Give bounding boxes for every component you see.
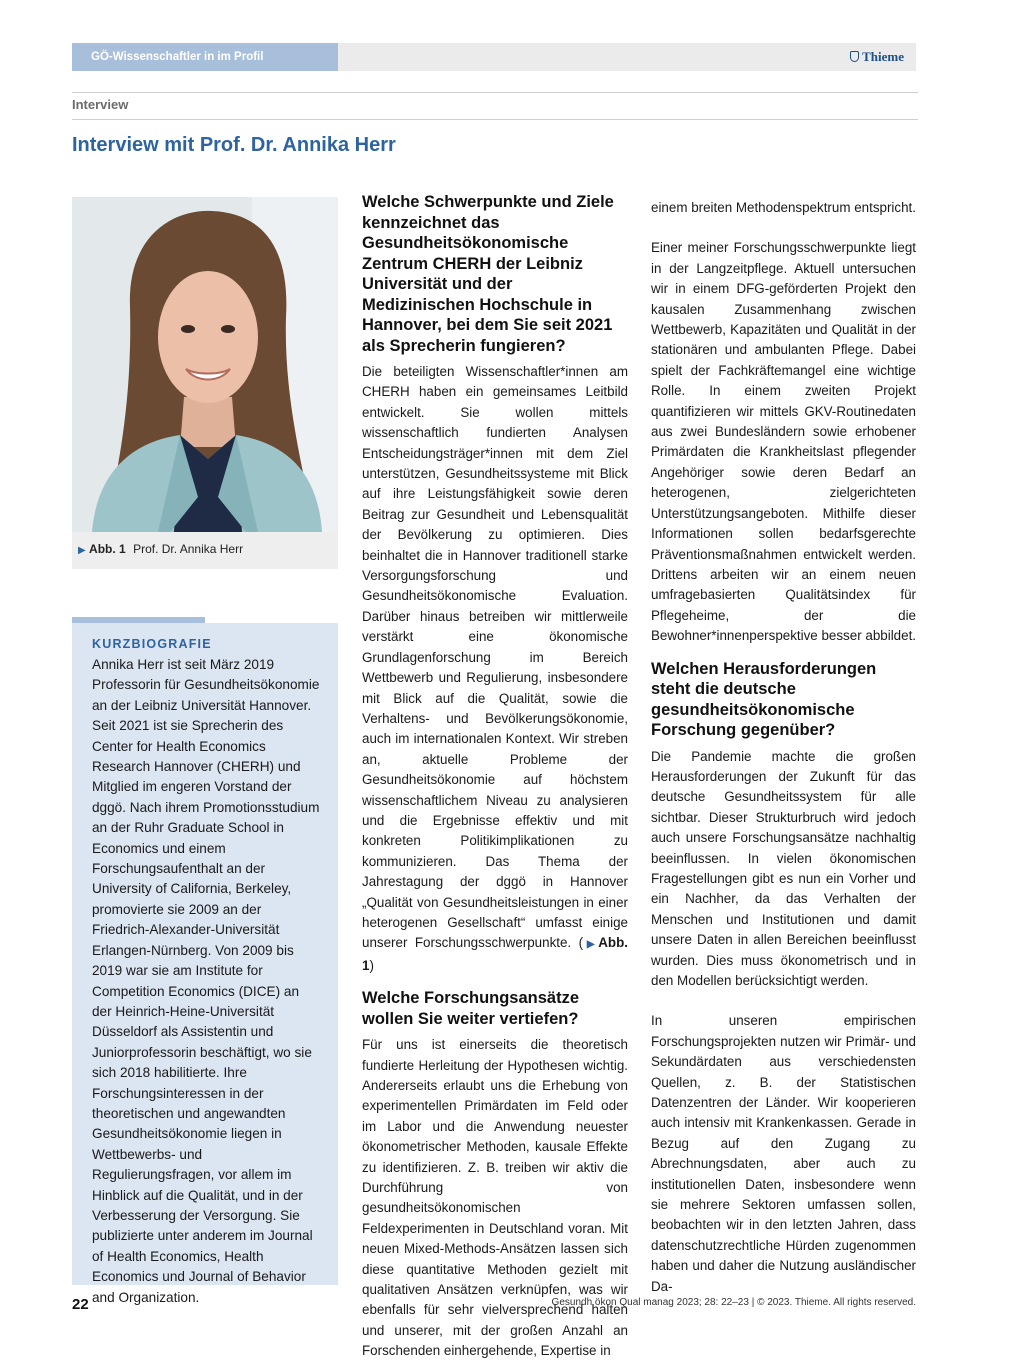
answer-1-text: Die beteiligten Wissenschaftler*innen am CHERH haben ein gemeinsames Leitbild entwickelt. Sie wollen mittels wissenschaftlich fundierten Analysen Entscheidungsträger*innen mit dem Ziel unterstützen, Gesundheitssysteme mit Blick auf ihre Leistungsfähigkeit sowie deren Beitrag zur Gesundheit und Lebensqualität der Bevölkerung zu optimieren. Dies beinhaltet die in Hannover traditionell starke Versorgungsforschung und Gesundheitsökonomische Evaluation. Darüber hinaus betreiben wir mittlerweile verstärkt eine ökonomische Grundlagenforschung im Bereich Wettbewerb und Regulierung, insbesondere mit Blick auf die Qualität, sowie die Verhaltens- und Bevölkerungsökonomie, auch im internationalen Kontext. Wir streben an, aktuelle Probleme der Gesundheitsökonomie auf höchstem wissenschaftlichem Niveau zu analysieren und die Ergebnisse effektiv und mit konkreten Politikimplikationen zu kommunizieren. Das Thema der Jahrestagung der dggö in Hannover „Qualität von Gesundheitsleistungen in einer heterogenen Gesellschaft“ umfasst einige unserer Forschungsschwerpunkte. ( <box>362 364 628 951</box>
publisher-logo-text: Thieme <box>862 49 904 64</box>
article-column-2 <box>651 198 916 1297</box>
divider-top <box>72 92 918 93</box>
answer-2: Für uns ist einerseits die theoretisch fundierte Herleitung der Hypothesen wichtig. Andererseits erlaubt uns die Erhebung von experimentellen Primärdaten im Feld oder im Labor und die Anwendung neuester ökonometrischer Methoden, kausale Effekte zu identifizieren. Z. B. treiben wir aktiv die Durchführung von gesundheitsökonomischen Feldexperimenten in Deutschland voran. Mit neuen Mixed-Methods-Ansätzen lassen sich diese quantitative Methoden gezielt mit qualitativen Ansätzen verknüpfen, was wir ebenfalls für sehr vielversprechend halten und unserer, mit der großen Anzahl an Forschenden einhergehende, Expertise in <box>362 1037 628 1359</box>
divider-bottom <box>72 119 918 120</box>
answer-3: Die Pandemie machte die großen Herausforderungen der Zukunft für das deutsche Gesundheitssystem für alle sichtbar. Dieser Strukturbruch wird jedoch auch unsere Forschungsansätze nachhaltig beeinflussen. In vielen ökonomischen Fragestellungen gibt es nun ein Vorher und ein Nachher, da das Verhalten der Menschen und Institutionen und damit unsere Daten in allen Bereichen beeinflusst wurden. Dies muss ökonometrisch und in den Modellen berücksichtigt werden. <box>651 748 916 988</box>
paragraph-data-access: In unseren empirischen Forschungsprojekten nutzen wir Primär- und Sekundärdaten aus verschiedensten Quellen, z. B. der Statistischen Datenzentren der Länder. Wir kooperieren auch intensiv mit Krankenkassen. Gerade in Bezug auf den Zugang zu Abrechnungsdaten, aber auch zu institutionellen Daten, insbesondere wenn sie mehrere Sektoren umfassen sollen, beobachten wir in den letzten Jahren, dass datenschutzrechtliche Hürden zugenommen haben und daher die Nutzung ausländischer Da- <box>651 1013 916 1294</box>
figure-caption-text: Prof. Dr. Annika Herr <box>133 542 244 556</box>
page-number: 22 <box>72 1296 89 1313</box>
citation-line: Gesundh ökon Qual manag 2023; 28: 22–23 | © 2023. Thieme. All rights reserved. <box>551 1297 916 1308</box>
answer-1-end: ) <box>369 957 374 973</box>
answer-2-continued: einem breiten Methodenspektrum entspricht. <box>651 200 916 215</box>
question-1: Welche Schwerpunkte und Ziele kennzeichnet das Gesundheitsökonomische Zentrum CHERH der Leibniz Universität und der Medizinischen Hochschule in Hannover, bei dem Sie seit 2021 als Sprecherin fungieren? <box>362 193 614 355</box>
shield-icon <box>850 51 859 62</box>
article-kicker: Interview <box>72 97 129 112</box>
figure-link-text: Abb. 1 <box>362 935 628 973</box>
portrait-illustration <box>72 197 338 532</box>
triangle-right-icon: ▶ <box>583 939 599 951</box>
triangle-right-icon: ▶ <box>78 545 86 556</box>
figure-caption <box>72 532 338 569</box>
page-title: Interview mit Prof. Dr. Annika Herr <box>72 134 396 156</box>
publisher-logo <box>850 43 904 71</box>
figure-ref: Abb. 1 <box>89 542 126 556</box>
running-header <box>72 43 916 71</box>
bio-heading: KURZBIOGRAFIE <box>92 637 212 651</box>
answer-1 <box>362 362 628 976</box>
bio-text: Annika Herr ist seit März 2019 Professorin für Gesundheitsökonomie an der Leibniz Universität Hannover. Seit 2021 ist sie Sprecherin des Center for Health Economics Research Hannover (CHERH) und Mitglied im engeren Vorstand der dggö. Nach ihrem Promotionsstudium an der Ruhr Graduate School in Economics und einem Forschungsaufenthalt an der University of California, Berkeley, promovierte sie 2009 an der Friedrich-Alexander-Universität Erlangen-Nürnberg. Von 2009 bis 2019 war sie am Institute for Competition Economics (DICE) an der Heinrich-Heine-Universität Düsseldorf als Assistentin und Juniorprofessorin beschäftigt, wo sie sich 2018 habilitierte. Ihre Forschungsinteressen in der theoretischen und angewandten Gesundheitsökonomie liegen in Wettbewerbs- und Regulierungsfragen, vor allem im Hinblick auf die Qualität, und in der Verbesserung der Versorgung. Sie publizierte unter anderem im Journal of Health Economics, Health Economics und Journal of Behavior and Organization. <box>92 657 320 1305</box>
question-3: Welchen Herausforderungen steht die deutsche gesundheitsökonomische Forschung gegenüber? <box>651 659 877 740</box>
paragraph-longterm-care: Einer meiner Forschungsschwerpunkte liegt in der Langzeitpflege. Aktuell untersuchen wir in einem DFG-geförderten Projekt den kausalen Zusammenhang zwischen Wettbewerb, Kapazitäten und Qualität in der stationären und ambulanten Pflege. Dabei spielt der Fachkräftemangel eine wichtige Rolle. In einem zweiten Projekt quantifizieren wir mittels GKV-Routinedaten aus zwei Bundesländern sowie erhobener Primärdaten die Krankheitslast pflegender Angehöriger sowie deren Bedarf an heterogenen, zielgerichteten Unterstützungsangeboten. Mithilfe dieser Informationen sollen bedarfsgerechte Präventionsmaßnahmen entwickelt werden. Drittens arbeiten wir an einem neuen umfragebasierten Qualitätsindex für Pflegeheime, der die Bewohner*innenperspektive besser abbildet. <box>651 240 917 644</box>
article-column-1 <box>362 192 628 1362</box>
portrait-photo <box>72 197 338 532</box>
section-label: GÖ-Wissenschaftler in im Profil <box>72 43 338 71</box>
question-2: Welche Forschungsansätze wollen Sie weiter vertiefen? <box>362 989 580 1028</box>
